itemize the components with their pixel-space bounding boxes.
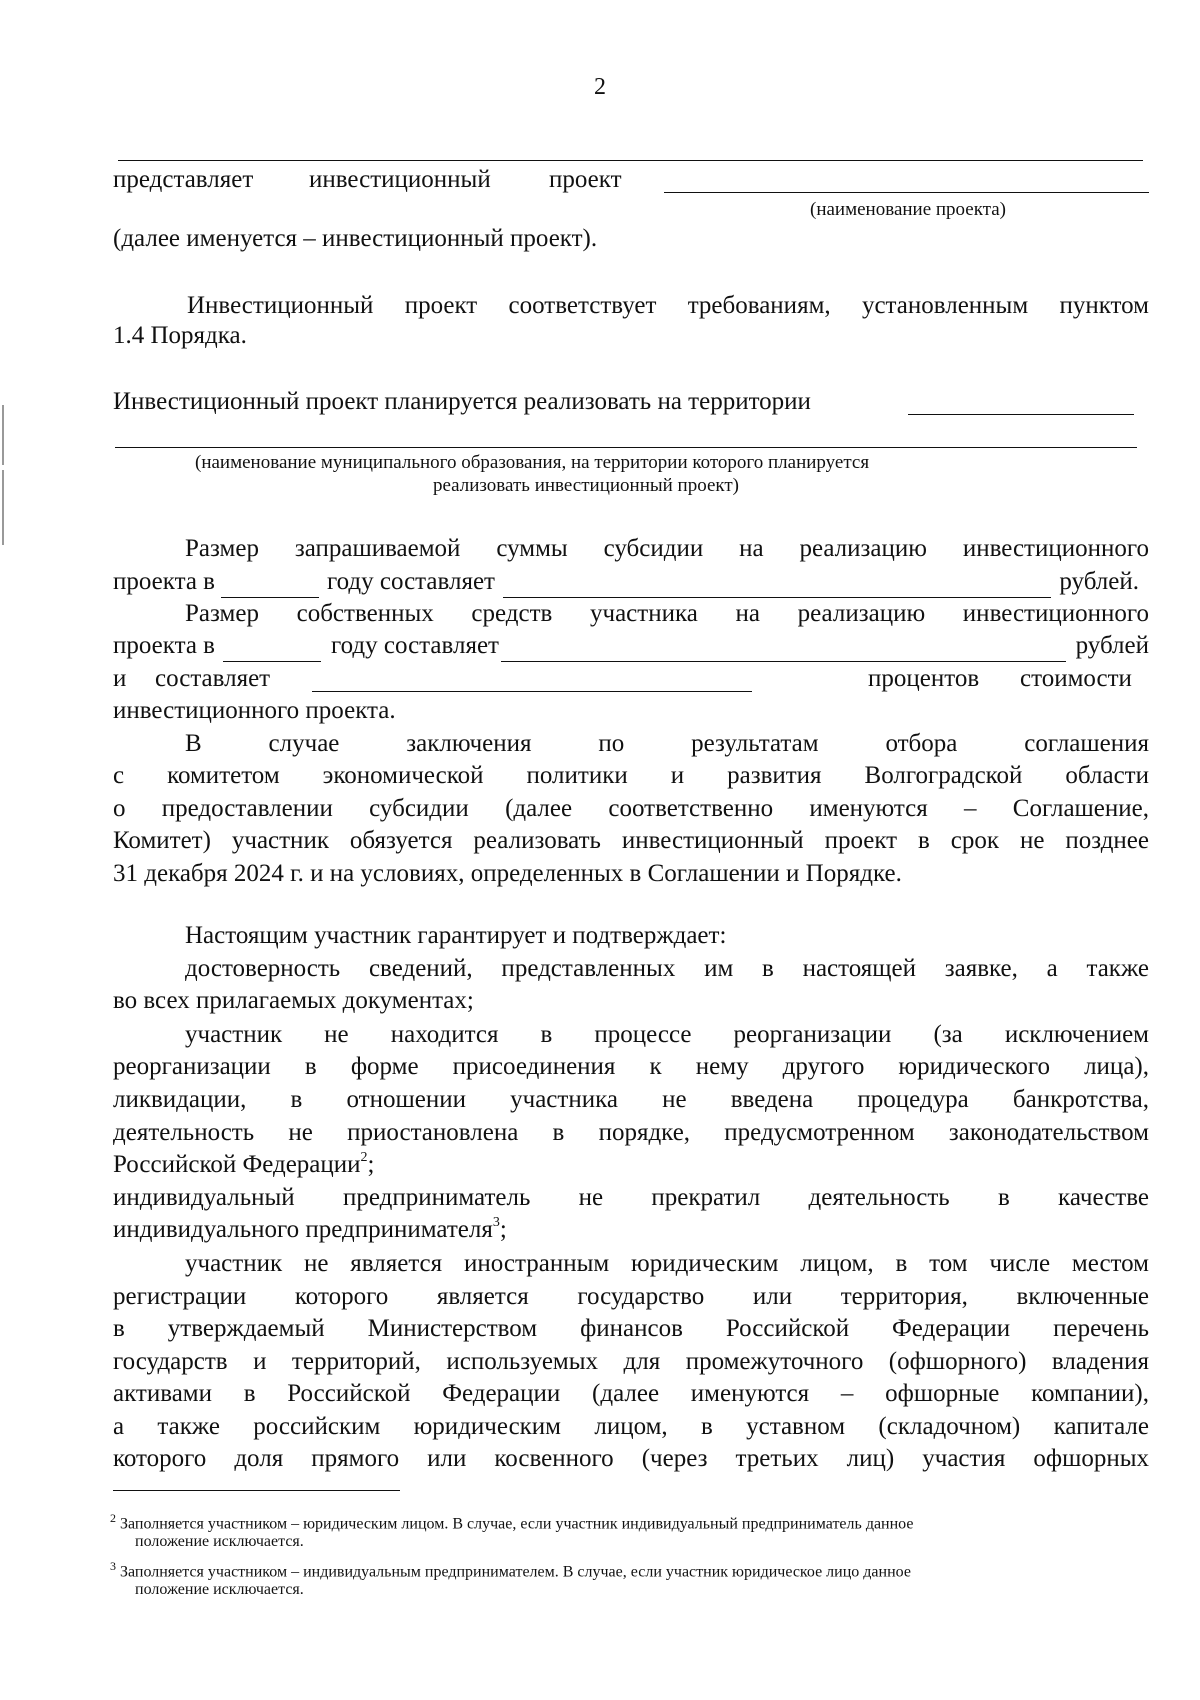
text-word: рублей [1075, 632, 1149, 659]
text-line-content: в утверждаемый Министерством финансов Российской Федерации перечень [113, 1315, 1149, 1342]
text-line [185, 1248, 1149, 1280]
text-line-content: которого доля прямого или косвенного (через третьих лиц) участия офшорных [113, 1445, 1149, 1472]
text-line: инвестиционного проекта. [113, 697, 396, 724]
text-line-content: Размер собственных средств участника на реализацию инвестиционного [185, 600, 1149, 627]
text-word: составляет [155, 665, 271, 692]
percent-field[interactable] [312, 691, 752, 692]
footnote-number: 2 [110, 1511, 116, 1525]
text-line: 31 декабря 2024 г. и на условиях, определенных в Соглашении и Порядке. [113, 860, 902, 887]
blank-line [115, 447, 1137, 448]
text-word: представляет [113, 166, 254, 193]
footnote-continuation: положение исключается. [135, 1581, 304, 1598]
text-line-content: Комитет) участник обязуется реализовать инвестиционный проект в срок не позднее [113, 827, 1149, 854]
footnote-separator [113, 1490, 400, 1491]
text-line [113, 1378, 1149, 1410]
scan-edge-mark [2, 470, 4, 545]
text-run: ; [499, 1216, 507, 1243]
text-line: во всех прилагаемых документах; [113, 987, 474, 1014]
text-word: году составляет [330, 632, 499, 659]
text-line-content: реорганизации в форме присоединения к нему другого юридического лица), [113, 1053, 1149, 1080]
text-line [113, 793, 1149, 825]
text-line-content: Размер запрашиваемой суммы субсидии на реализацию инвестиционного [185, 535, 1149, 562]
text-word: процентов [868, 665, 980, 692]
text-run: индивидуального предпринимателя [113, 1216, 493, 1243]
text-line [113, 1084, 1149, 1116]
text-line [113, 1051, 1149, 1083]
text-line: (далее именуется – инвестиционный проект). [113, 225, 598, 252]
text-line-content: деятельность не приостановлена в порядке, предусмотренном законодательством [113, 1119, 1149, 1146]
text-line [113, 1313, 1149, 1345]
text-line [185, 1019, 1149, 1051]
text-word: проекта в [113, 632, 215, 659]
year-field[interactable] [223, 637, 321, 662]
text-word: проект [549, 166, 622, 193]
text-line [113, 1149, 374, 1181]
footnote-ref[interactable]: 3 [492, 1214, 500, 1230]
text-line [185, 598, 1149, 630]
text-word: стоимости [1020, 665, 1132, 692]
blank-line [664, 192, 1149, 193]
text-word: и [113, 665, 127, 692]
text-line-content: активами в Российской Федерации (далее именуются – офшорные компании), [113, 1380, 1149, 1407]
text-line-content: государств и территорий, используемых для промежуточного (офшорного) владения [113, 1348, 1149, 1375]
text-line-content: индивидуальный предприниматель не прекратил деятельность в качестве [113, 1184, 1149, 1211]
text-line-content: о предоставлении субсидии (далее соответственно именуются – Соглашение, [113, 795, 1149, 822]
field-caption: (наименование муниципального образования, на территории которого планируется [195, 452, 870, 473]
text-word: инвестиционный [309, 166, 491, 193]
footnote-continuation: положение исключается. [135, 1533, 304, 1550]
text-run: Российской Федерации [113, 1151, 361, 1178]
text-line-content: а также российским юридическим лицом, в уставном (складочном) капитале [113, 1413, 1149, 1440]
text-run: ; [367, 1151, 375, 1178]
page-number: 2 [594, 74, 606, 100]
text-line [113, 1182, 1149, 1214]
own-funds-row [113, 630, 1149, 662]
text-line-content: с комитетом экономической политики и развития Волгоградской области [113, 762, 1149, 789]
text-line [113, 1214, 507, 1246]
text-line [113, 1411, 1149, 1443]
text-line: Настоящим участник гарантирует и подтверждает: [185, 922, 727, 949]
text-line-content: В случае заключения по результатам отбора соглашения [185, 730, 1149, 757]
text-line: Инвестиционный проект планируется реализовать на территории [113, 388, 811, 415]
text-line [113, 1346, 1149, 1378]
text-line [113, 1281, 1149, 1313]
text-line [113, 760, 1149, 792]
text-line: 1.4 Порядка. [113, 322, 247, 349]
scan-edge-mark [2, 405, 4, 465]
subsidy-row [113, 566, 1139, 598]
footnote-text: Заполняется участником – юридическим лицом. В случае, если участник индивидуальный предприниматель данное [120, 1515, 914, 1533]
amount-field[interactable] [501, 637, 1066, 662]
text-line-content: ликвидации, в отношении участника не введена процедура банкротства, [113, 1086, 1149, 1113]
footnote-number: 3 [110, 1559, 116, 1573]
text-line-content: регистрации которого является государство или территория, включенные [113, 1283, 1149, 1310]
footnote-text: Заполняется участником – индивидуальным предпринимателем. В случае, если участник юридическое лицо данное [120, 1563, 911, 1581]
amount-field[interactable] [503, 573, 1051, 598]
text-line [185, 953, 1149, 985]
text-line [185, 728, 1149, 760]
text-line [113, 1443, 1149, 1475]
text-line-content: достоверность сведений, представленных им в настоящей заявке, а также [185, 955, 1149, 982]
footnote-ref[interactable]: 2 [360, 1149, 368, 1165]
field-caption: реализовать инвестиционный проект) [433, 475, 739, 496]
text-line [185, 533, 1149, 565]
text-word: проекта в [113, 568, 215, 595]
text-line-content: Инвестиционный проект соответствует требованиям, установленным пунктом [187, 292, 1149, 319]
text-line [187, 290, 1149, 322]
text-word: рублей. [1059, 568, 1139, 595]
text-line-content: участник не является иностранным юридическим лицом, в том числе местом [185, 1250, 1149, 1277]
year-field[interactable] [221, 573, 319, 598]
text-word: году составляет [326, 568, 495, 595]
blank-line [908, 414, 1134, 415]
text-line [113, 825, 1149, 857]
text-line-content: участник не находится в процессе реорганизации (за исключением [185, 1021, 1149, 1048]
blank-line [118, 160, 1143, 161]
field-caption: (наименование проекта) [810, 199, 1007, 220]
text-line [113, 1117, 1149, 1149]
